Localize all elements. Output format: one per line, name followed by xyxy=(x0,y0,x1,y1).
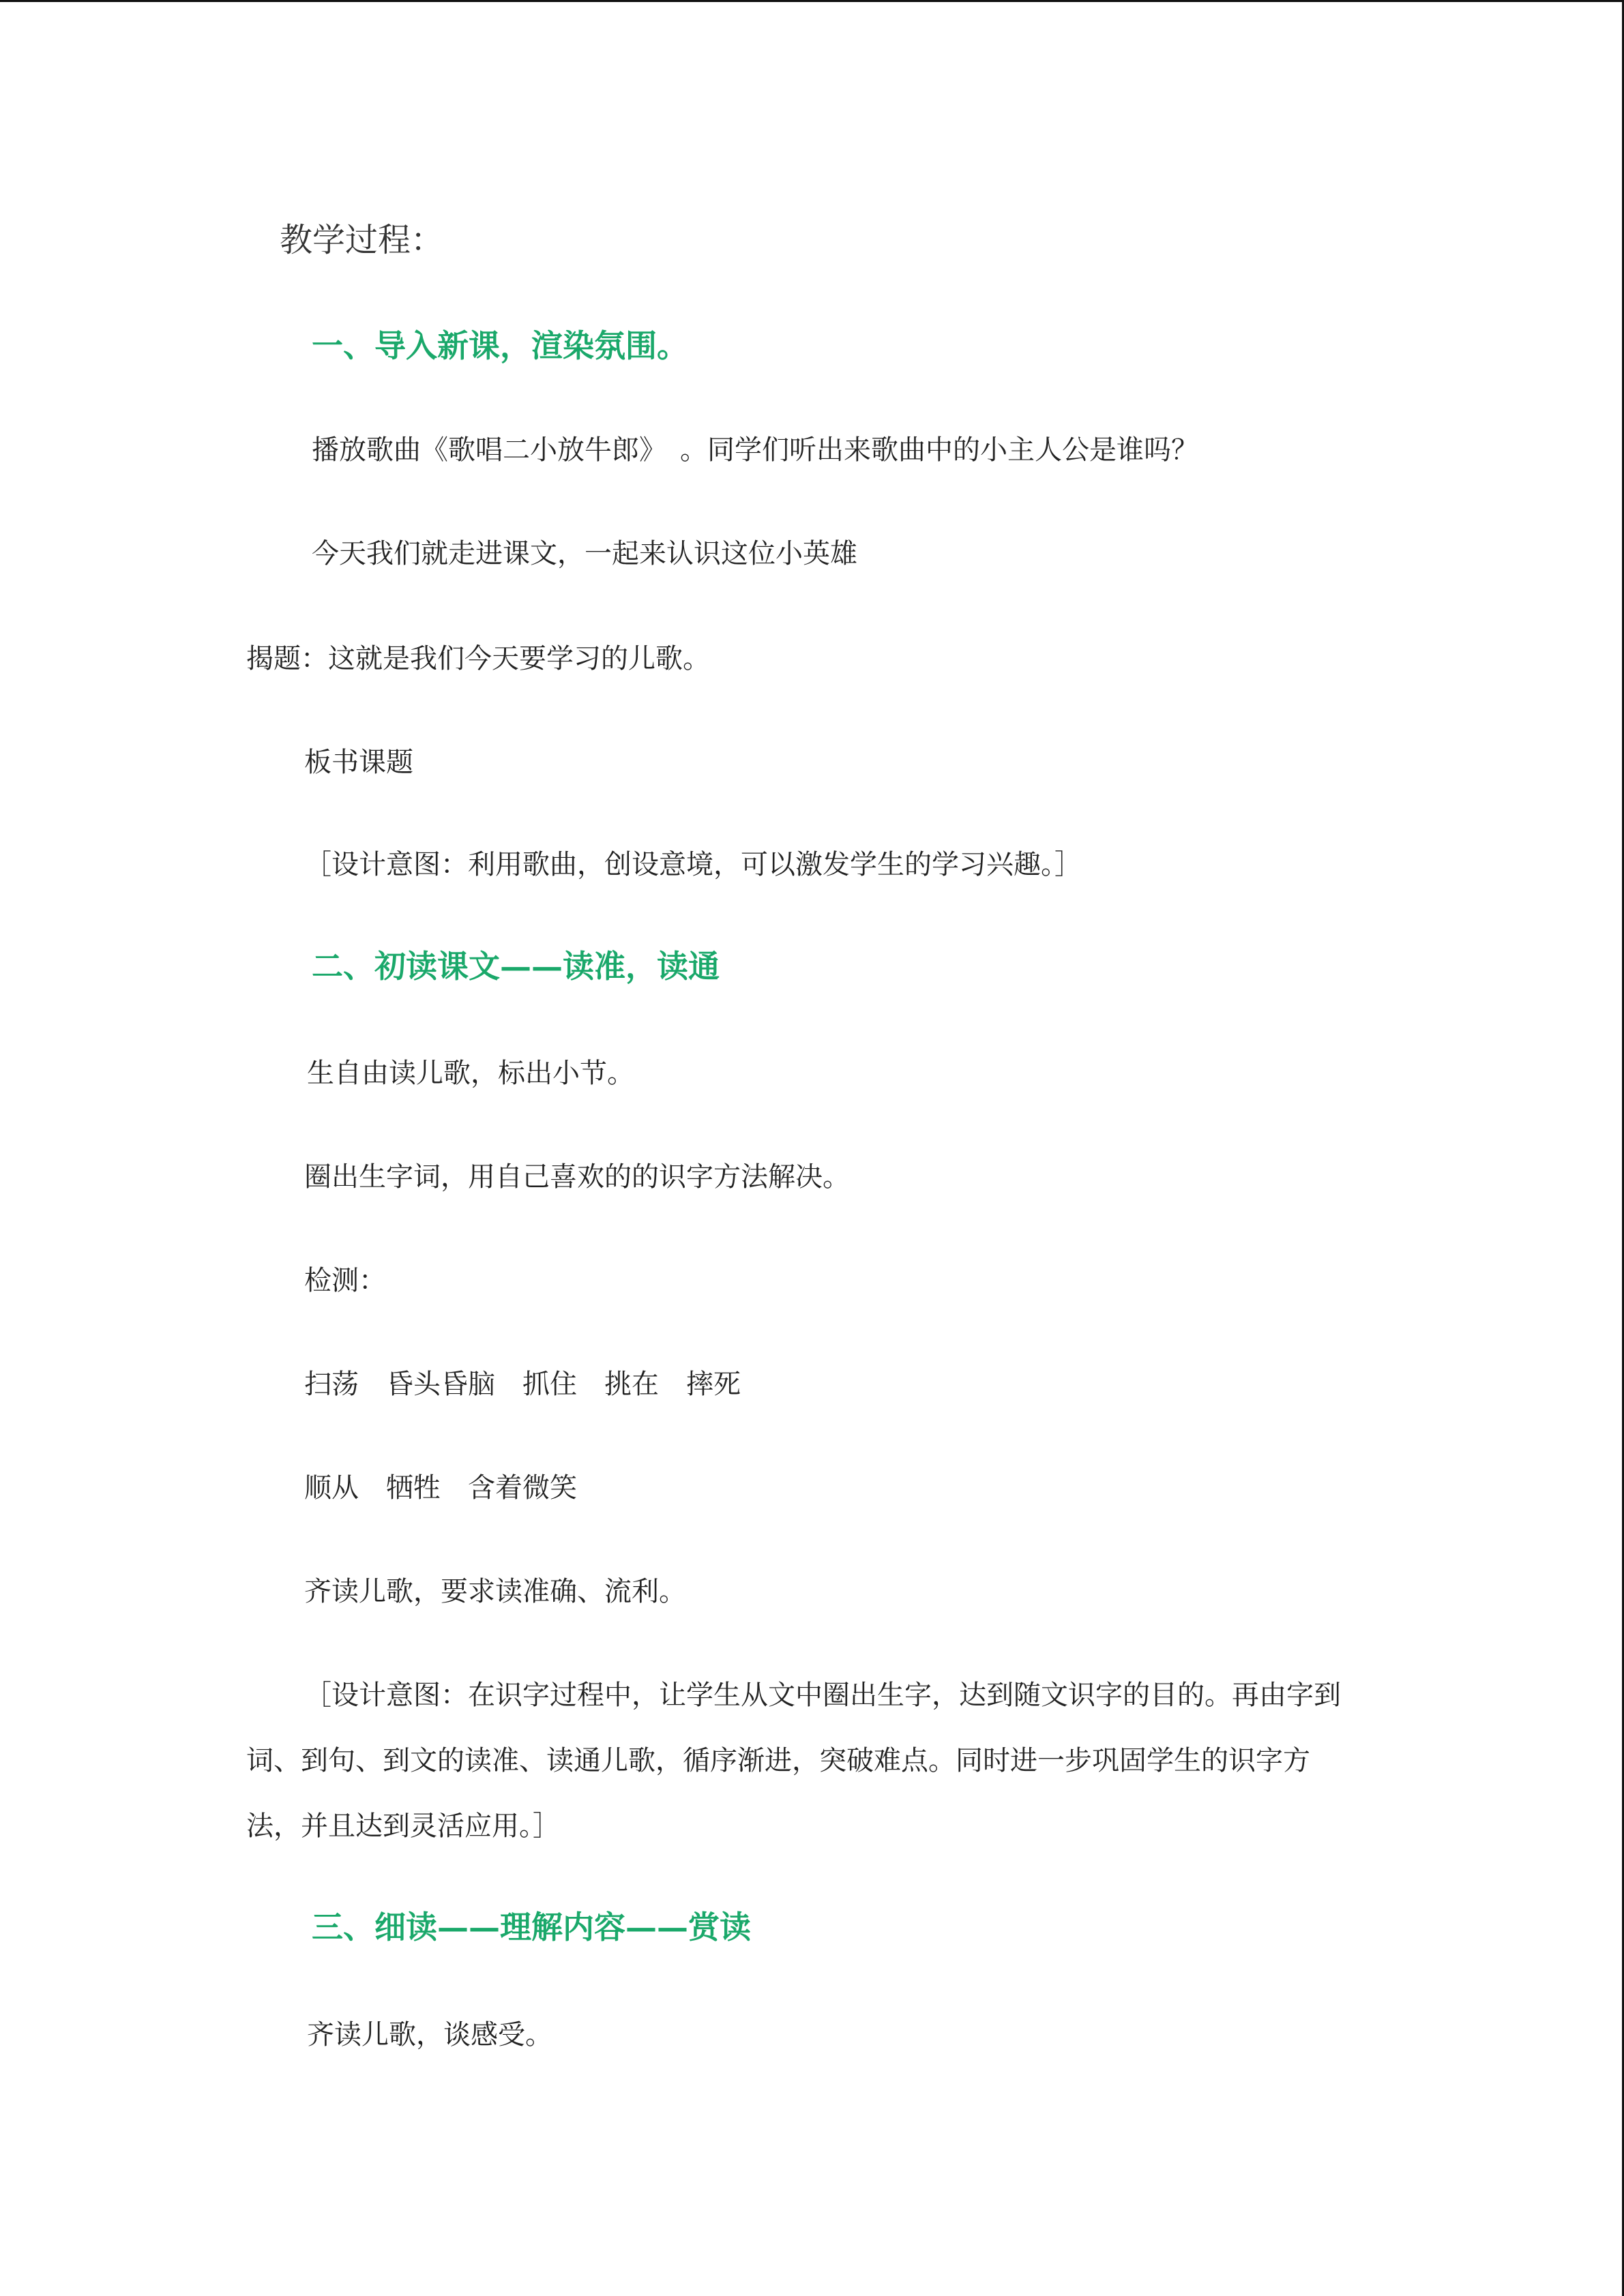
section-2-design-note-line-1: ［设计意图：在识字过程中，让学生从文中圈出生字，达到随文识字的目的。再由字到 xyxy=(304,1680,1341,1711)
section-3-heading: 三、细读——理解内容——赏读 xyxy=(312,1909,751,1945)
section-2-design-note-line-2: 词、到句、到文的读准、读通儿歌，循序渐进，突破难点。同时进一步巩固学生的识字方 xyxy=(246,1745,1310,1776)
section-2-design-note-line-3: 法，并且达到灵活应用。］ xyxy=(246,1810,560,1842)
section-1-paragraph-3: 揭题：这就是我们今天要学习的儿歌。 xyxy=(246,643,710,674)
intro-label: 教学过程： xyxy=(280,221,444,259)
section-1-paragraph-1: 播放歌曲《歌唱二小放牛郎》 。同学们听出来歌曲中的小主人公是谁吗？ xyxy=(312,434,1198,466)
section-2-paragraph-2: 圈出生字词，用自己喜欢的的识字方法解决。 xyxy=(304,1161,850,1193)
section-1-heading: 一、导入新课，渲染氛围。 xyxy=(312,327,688,364)
section-2-paragraph-6: 齐读儿歌，要求读准确、流利。 xyxy=(304,1576,686,1607)
section-1-design-note: ［设计意图：利用歌曲，创设意境，可以激发学生的学习兴趣。］ xyxy=(304,849,1082,880)
section-2-word-list-1: 扫荡 昏头昏脑 抓住 挑在 摔死 xyxy=(304,1369,741,1400)
page-top-border xyxy=(0,0,1624,2)
section-1-paragraph-4: 板书课题 xyxy=(304,747,413,778)
section-2-paragraph-1: 生自由读儿歌，标出小节。 xyxy=(307,1058,634,1089)
section-2-paragraph-3: 检测： xyxy=(304,1265,386,1296)
section-2-word-list-2: 顺从 牺牲 含着微笑 xyxy=(304,1472,577,1504)
section-2-heading: 二、初读课文——读准，读通 xyxy=(312,948,720,985)
section-1-paragraph-2: 今天我们就走进课文，一起来认识这位小英雄 xyxy=(312,538,857,569)
section-3-paragraph-1: 齐读儿歌，谈感受。 xyxy=(307,2019,552,2051)
